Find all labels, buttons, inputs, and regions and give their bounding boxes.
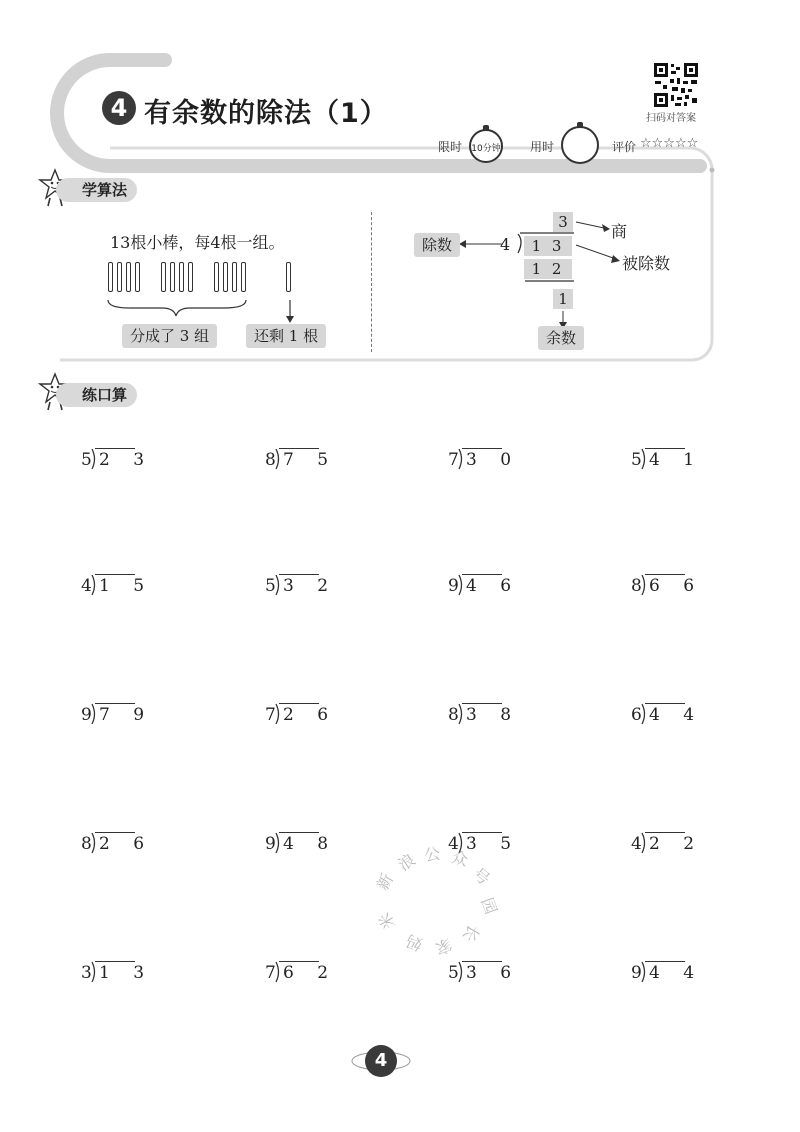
problem-vinculum — [645, 961, 685, 962]
problem-divisor: 5 — [265, 576, 276, 596]
rating-label: 评价 — [612, 140, 637, 154]
problem-dividend: 1 3 — [99, 963, 154, 983]
watermark-char: 长 — [458, 921, 484, 945]
page-number: 4 — [365, 1045, 397, 1077]
problem-divisor: 7 — [265, 963, 276, 983]
division-bracket-icon — [458, 961, 464, 983]
problem-dividend: 3 2 — [283, 576, 338, 596]
problem-vinculum — [462, 832, 502, 833]
grouped-label: 分成了 3 组 — [122, 324, 217, 348]
problem-dividend: 7 9 — [99, 705, 154, 725]
problem-vinculum — [645, 703, 685, 704]
division-bracket-icon — [641, 574, 647, 596]
problem-divisor: 4 — [631, 834, 642, 854]
problem-dividend: 4 4 — [649, 963, 704, 983]
division-bracket-icon — [458, 574, 464, 596]
division-bracket-icon — [275, 832, 281, 854]
watermark-char: 米 — [374, 909, 400, 933]
watermark-stamp — [368, 838, 508, 958]
time-limit-value: 10分钟 — [471, 144, 501, 154]
problem-vinculum — [279, 703, 319, 704]
group-brace — [100, 296, 320, 326]
stick — [170, 262, 175, 292]
problem-vinculum — [279, 448, 319, 449]
problem-divisor: 8 — [265, 450, 276, 470]
problem-divisor: 4 — [81, 576, 92, 596]
division-bracket-icon — [91, 703, 97, 725]
division-bracket-icon — [458, 448, 464, 470]
watermark-char: 妈 — [403, 930, 426, 955]
problem-divisor: 9 — [81, 705, 92, 725]
time-used-label: 用时 — [530, 140, 555, 154]
problem-dividend: 2 6 — [283, 705, 338, 725]
problem-dividend: 3 6 — [466, 963, 521, 983]
problem-vinculum — [95, 448, 135, 449]
problem-dividend: 7 5 — [283, 450, 338, 470]
division-bracket-icon — [275, 574, 281, 596]
division-bracket-icon — [275, 961, 281, 983]
practice-section-badge: 练口算 — [56, 383, 137, 407]
watermark-char: 浪 — [394, 849, 419, 875]
problem-divisor: 5 — [81, 450, 92, 470]
problem-divisor: 4 — [448, 834, 459, 854]
division-bracket-icon — [91, 832, 97, 854]
stick — [223, 262, 228, 292]
watermark-char: 家 — [432, 934, 455, 959]
problem-dividend: 3 8 — [466, 705, 521, 725]
stick — [241, 262, 246, 292]
learn-statement: 13根小棒，每4根一组。 — [110, 233, 285, 252]
watermark-char: 号 — [469, 863, 494, 889]
problem-vinculum — [279, 574, 319, 575]
problem-vinculum — [462, 448, 502, 449]
stick — [108, 262, 113, 292]
division-bracket-icon — [641, 832, 647, 854]
problem-dividend: 4 4 — [649, 705, 704, 725]
problem-vinculum — [645, 574, 685, 575]
division-bracket-icon — [91, 574, 97, 596]
problem-divisor: 5 — [631, 450, 642, 470]
division-bracket-icon — [641, 961, 647, 983]
divisor-value: 4 — [500, 235, 511, 254]
dividend-label: 被除数 — [622, 254, 671, 273]
time-used-stopwatch-icon — [561, 126, 599, 164]
dividend-value: 1 3 — [524, 236, 572, 256]
division-bracket-icon — [91, 961, 97, 983]
problem-dividend: 4 1 — [649, 450, 704, 470]
problem-divisor: 8 — [81, 834, 92, 854]
problem-divisor: 5 — [448, 963, 459, 983]
problem-vinculum — [95, 832, 135, 833]
learn-divider — [371, 212, 372, 352]
lesson-number-badge: 4 — [102, 91, 136, 125]
quotient-label: 商 — [611, 222, 628, 241]
time-limit-stopwatch-icon — [469, 129, 503, 163]
problem-dividend: 4 8 — [283, 834, 338, 854]
rating-stars-icon: ☆☆☆☆☆ — [640, 136, 699, 151]
remainder-label: 余数 — [538, 326, 584, 350]
division-bracket-icon — [641, 448, 647, 470]
problem-divisor: 7 — [448, 450, 459, 470]
problem-vinculum — [462, 961, 502, 962]
problem-vinculum — [462, 574, 502, 575]
stick — [232, 262, 237, 292]
learn-section-badge: 学算法 — [56, 178, 137, 202]
problem-dividend: 6 6 — [649, 576, 704, 596]
stick — [188, 262, 193, 292]
stick — [179, 262, 184, 292]
stick — [214, 262, 219, 292]
time-limit-label: 限时 — [438, 140, 463, 154]
problem-divisor: 8 — [631, 576, 642, 596]
remaining-label: 还剩 1 根 — [246, 324, 326, 348]
problem-dividend: 2 6 — [99, 834, 154, 854]
problem-vinculum — [95, 574, 135, 575]
stick — [117, 262, 122, 292]
problem-vinculum — [95, 961, 135, 962]
divisor-label: 除数 — [414, 233, 460, 257]
problem-vinculum — [95, 703, 135, 704]
division-bracket-icon — [275, 703, 281, 725]
stick — [135, 262, 140, 292]
problem-divisor: 8 — [448, 705, 459, 725]
stick — [286, 262, 291, 292]
problem-dividend: 2 2 — [649, 834, 704, 854]
stick — [126, 262, 131, 292]
watermark-char: 公 — [422, 843, 442, 866]
problem-divisor: 9 — [265, 834, 276, 854]
problem-divisor: 7 — [265, 705, 276, 725]
problem-dividend: 1 5 — [99, 576, 154, 596]
division-bracket-icon — [275, 448, 281, 470]
quotient-value: 3 — [553, 212, 573, 232]
problem-dividend: 2 3 — [99, 450, 154, 470]
problem-vinculum — [645, 832, 685, 833]
problem-vinculum — [279, 832, 319, 833]
remainder-value: 1 — [553, 289, 573, 309]
watermark-char: 园 — [477, 895, 501, 917]
product-value: 1 2 — [524, 259, 572, 279]
qr-code-icon — [653, 62, 699, 108]
problem-dividend: 4 6 — [466, 576, 521, 596]
problem-vinculum — [645, 448, 685, 449]
stick — [161, 262, 166, 292]
problem-divisor: 9 — [631, 963, 642, 983]
qr-caption: 扫码对答案 — [646, 113, 696, 124]
problem-dividend: 3 0 — [466, 450, 521, 470]
watermark-char: 众 — [449, 847, 470, 870]
lesson-title: 有余数的除法（1） — [144, 98, 388, 129]
division-bracket-icon — [641, 703, 647, 725]
problem-divisor: 3 — [81, 963, 92, 983]
problem-vinculum — [279, 961, 319, 962]
problem-divisor: 9 — [448, 576, 459, 596]
problem-dividend: 3 5 — [466, 834, 521, 854]
division-bracket-icon — [458, 703, 464, 725]
watermark-char: 新 — [372, 870, 398, 894]
division-bracket-icon — [91, 448, 97, 470]
problem-vinculum — [462, 703, 502, 704]
problem-dividend: 6 2 — [283, 963, 338, 983]
problem-divisor: 6 — [631, 705, 642, 725]
